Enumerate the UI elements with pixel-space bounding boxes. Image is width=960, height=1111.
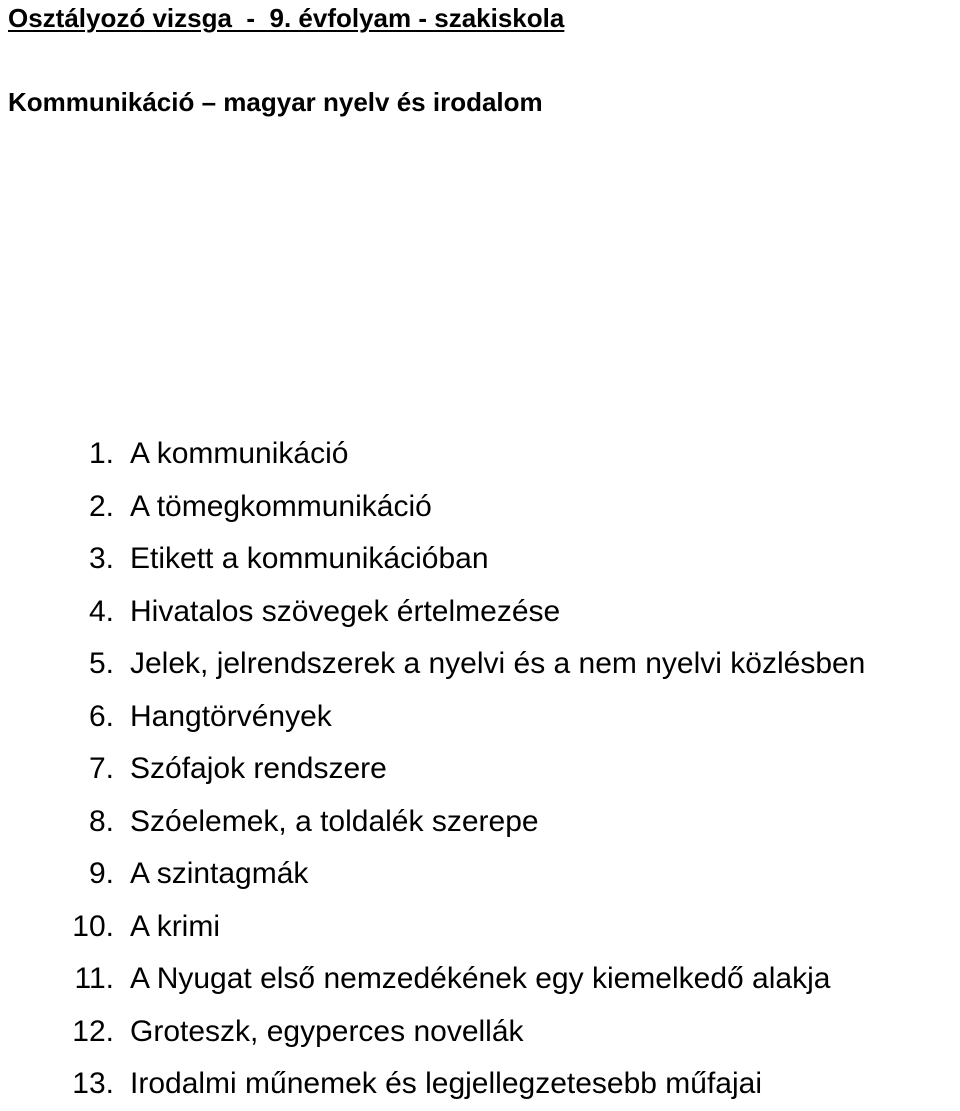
list-item-number: 3. bbox=[88, 542, 114, 575]
list-item-text: A krimi bbox=[130, 909, 220, 943]
list-item-text: Szófajok rendszere bbox=[130, 752, 387, 785]
list-item-number: 1. bbox=[88, 437, 114, 470]
document-subtitle: Kommunikáció – magyar nyelv és irodalom bbox=[8, 87, 543, 117]
list-item bbox=[0, 796, 960, 849]
list-item-number: 13. bbox=[72, 1067, 114, 1100]
list-item-number: 8. bbox=[88, 804, 114, 838]
list-item bbox=[0, 743, 960, 796]
list-item-text: Groteszk, egyperces novellák bbox=[130, 1014, 524, 1048]
list-item-text: A kommunikáció bbox=[130, 437, 349, 470]
document-title: Osztályozó vizsga - 9. évfolyam - szakiskola bbox=[8, 3, 565, 33]
list-item-text: Etikett a kommunikációban bbox=[130, 542, 489, 575]
list-item bbox=[0, 586, 960, 639]
list-item-number: 12. bbox=[72, 1014, 114, 1048]
list-item-number: 2. bbox=[88, 489, 114, 523]
list-item bbox=[0, 1058, 960, 1111]
list-item bbox=[0, 638, 960, 691]
list-item bbox=[0, 533, 960, 586]
list-item-number: 10. bbox=[72, 909, 114, 943]
list-item-number: 6. bbox=[88, 699, 114, 733]
list-item bbox=[0, 428, 960, 481]
list-item bbox=[0, 481, 960, 534]
list-item-text: A tömegkommunikáció bbox=[130, 489, 432, 523]
list-item-text: A Nyugat első nemzedékének egy kiemelkedő alakja bbox=[130, 962, 831, 995]
list-item bbox=[0, 691, 960, 744]
list-item-number: 5. bbox=[88, 647, 114, 680]
list-item-text: Szóelemek, a toldalék szerepe bbox=[130, 804, 539, 838]
list-item bbox=[0, 953, 960, 1006]
list-item-number: 4. bbox=[88, 594, 114, 628]
topic-list bbox=[0, 428, 960, 1111]
list-item-text: Hivatalos szövegek értelmezése bbox=[130, 594, 561, 628]
list-item-text: Jelek, jelrendszerek a nyelvi és a nem nyelvi közlésben bbox=[130, 647, 866, 680]
list-item bbox=[0, 1006, 960, 1059]
list-item bbox=[0, 848, 960, 901]
list-item-number: 11. bbox=[74, 962, 114, 995]
list-item bbox=[0, 901, 960, 954]
list-item-text: Hangtörvények bbox=[130, 699, 332, 733]
list-item-text: Irodalmi műnemek és legjellegzetesebb műfajai bbox=[130, 1067, 762, 1100]
list-item-text: A szintagmák bbox=[130, 857, 309, 890]
list-item-number: 7. bbox=[88, 752, 114, 785]
list-item-number: 9. bbox=[88, 857, 114, 890]
